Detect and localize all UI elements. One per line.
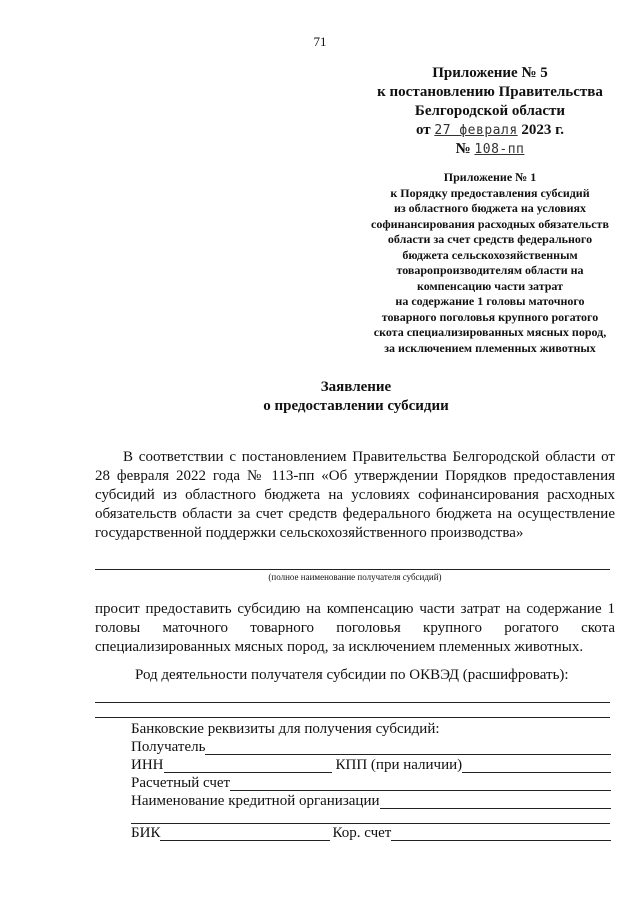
appendix5-number-line	[340, 140, 640, 159]
title-line1: Заявление	[320, 379, 392, 395]
intro-paragraph: В соответствии с постановлением Правительства Белгородской области от 28 февраля 2022 года № 113-пп «Об утверждении Порядков предоставления субсидий из областного бюджета на условиях софинансирования расходных обязательств области за счет средств федерального бюджета на осуществление государственной поддержки сельскохозяйственного производства»	[95, 449, 615, 541]
bank-name-label: Наименование кредитной организации	[131, 793, 380, 809]
appendix1-line: скота специализированных мясных пород,	[373, 325, 607, 339]
date-suffix: 2023 г.	[521, 122, 565, 138]
appendix1-line: товаропроизводителям области на	[396, 263, 584, 277]
kpp-label: КПП (при наличии)	[335, 757, 463, 773]
okved-line-2[interactable]	[95, 717, 610, 718]
bank-name-row	[131, 792, 611, 811]
appendix1-line: бюджета сельскохозяйственным	[402, 247, 578, 262]
appendix1-line: Приложение № 1	[443, 170, 537, 184]
kpp-field[interactable]	[462, 758, 611, 773]
request-paragraph: просит предоставить субсидию на компенсацию части затрат на содержание 1 головы маточного товарного поголовья крупного рогатого скота специализированных мясных пород, за исключением племенных животных.	[95, 601, 615, 655]
recipient-row	[131, 738, 611, 757]
number-prefix: №	[455, 141, 471, 157]
appendix1-line: компенсацию части затрат	[416, 278, 564, 293]
bik-field[interactable]	[160, 826, 330, 841]
appendix5-title: Приложение № 5	[432, 65, 548, 81]
appendix1-line: за исключением племенных животных	[384, 340, 596, 355]
page-number: 71	[313, 34, 327, 49]
appendix1-line: на содержание 1 головы маточного	[395, 294, 585, 308]
title-line2: о предоставлении субсидии	[263, 398, 449, 414]
corr-field[interactable]	[391, 826, 611, 841]
recipient-label: Получатель	[131, 739, 206, 755]
appendix5-line2: к постановлению Правительства	[377, 84, 603, 100]
bik-label: БИК	[131, 825, 161, 841]
appendix1-line: области за счет средств федерального	[387, 232, 593, 246]
date-handwritten: 27 февраля	[434, 123, 518, 138]
account-label: Расчетный счет	[131, 775, 231, 791]
recipient-name-caption: (полное наименование получателя субсидий)	[268, 572, 442, 582]
appendix5-date-line	[340, 121, 640, 140]
date-prefix: от	[415, 122, 431, 138]
appendix5-block	[340, 64, 640, 159]
recipient-field[interactable]	[205, 740, 611, 755]
account-field[interactable]	[230, 776, 611, 791]
account-row	[131, 774, 611, 793]
bank-name-field[interactable]	[380, 794, 612, 809]
appendix5-line3: Белгородской области	[414, 103, 566, 119]
inn-kpp-row	[131, 756, 611, 775]
okved-paragraph: Род деятельности получателя субсидии по ОКВЭД (расшифровать):	[135, 667, 569, 683]
appendix1-line: из областного бюджета на условиях	[393, 201, 587, 215]
appendix1-line: товарного поголовья крупного рогатого	[381, 309, 599, 324]
number-handwritten: 108-пп	[474, 142, 525, 157]
recipient-name-line[interactable]	[95, 569, 610, 570]
inn-field[interactable]	[164, 758, 332, 773]
bik-corr-row	[131, 824, 611, 843]
corr-label: Кор. счет	[332, 825, 392, 841]
appendix1-block	[340, 170, 640, 356]
document-title	[0, 378, 640, 416]
inn-label: ИНН	[131, 757, 164, 773]
okved-line-1[interactable]	[95, 702, 610, 703]
bank-heading-row	[131, 720, 611, 739]
appendix1-line: софинансирования расходных обязательств	[371, 216, 609, 231]
appendix1-line: к Порядку предоставления субсидий	[390, 185, 590, 200]
bank-heading: Банковские реквизиты для получения субсидий:	[131, 721, 440, 737]
